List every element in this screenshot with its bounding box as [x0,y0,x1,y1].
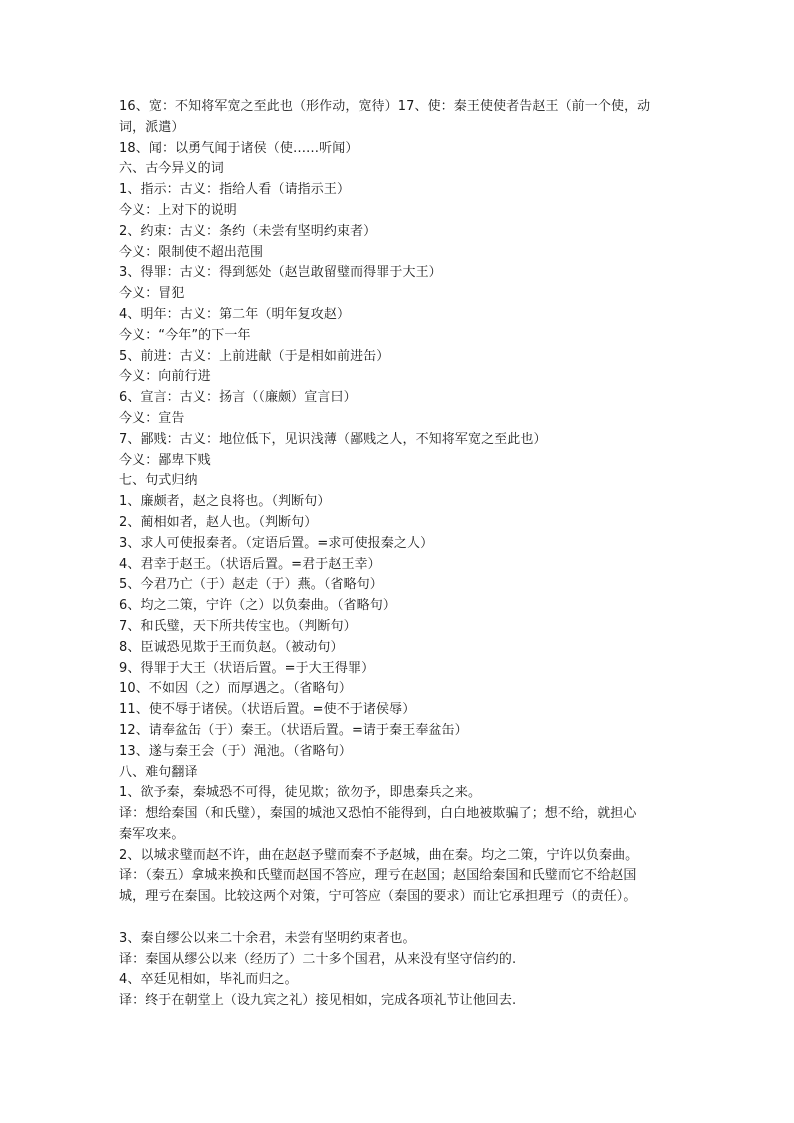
text-line: 译：（秦五）拿城来换和氏璧而赵国不答应，理亏在赵国；赵国给秦国和氏璧而它不给赵国 [119,868,637,884]
text-line: 4、君幸于赵王。（状语后置。=君于赵王幸） [119,556,381,572]
text-line: 4、卒廷见相如，毕礼而归之。 [119,972,298,988]
text-line: 5、今君乃亡（于）赵走（于）燕。（省略句） [119,577,383,593]
text-line: 7、鄙贱：古义：地位低下，见识浅薄（鄙贱之人，不知将军宽之至此也） [119,431,547,447]
text-line: 8、臣诚恐见欺于王而负赵。（被动句） [119,639,344,655]
text-line: 今义：宣告 [119,410,185,426]
text-line: 18、闻：以勇气闻于诸侯（使……听闻） [119,140,359,156]
text-line: 16、宽：不知将军宽之至此也（形作动，宽待）17、使：秦王使使者告赵王（前一个使，动 [119,99,651,114]
text-line: 3、求人可使报秦者。（定语后置。=求可使报秦之人） [119,535,434,551]
text-line: 1、指示：古义：指给人看（请指示王） [119,182,351,198]
text-line: 今义：冒犯 [119,286,185,302]
text-line: 6、均之二策，宁许（之）以负秦曲。（省略句） [119,598,396,614]
text-line: 2、蔺相如者，赵人也。（判断句） [119,514,318,530]
text-line: 11、使不辱于诸侯。（状语后置。=使不于诸侯辱） [119,702,416,718]
text-line: 今义：鄙卑下贱 [119,452,211,468]
text-line: 2、约束：古义：条约（未尝有坚明约束者） [119,223,377,239]
text-line: 3、得罪：古义：得到惩处（赵岂敢留璧而得罪于大王） [119,265,442,281]
text-line: 5、前进：古义：上前进献（于是相如前进缶） [119,348,390,364]
text-line: 10、不如因（之）而厚遇之。（省略句） [119,681,352,697]
text-line: 1、欲予秦，秦城恐不可得，徒见欺；欲勿予，即患秦兵之来。 [119,785,482,801]
section-heading: 七、句式归纳 [119,473,198,489]
text-line: 12、请奉盆缶（于）秦王。（状语后置。=请于秦王奉盆缶） [119,722,468,738]
blank-line [119,908,679,929]
text-line: 13、遂与秦王会（于）渑池。（省略句） [119,743,352,759]
text-line: 今义：向前行进 [119,369,211,385]
text-line: 9、得罪于大王（状语后置。=于大王得罪） [119,660,375,676]
text-line: 译：想给秦国（和氏璧），秦国的城池又恐怕不能得到，白白地被欺骗了；想不给，就担心 [119,806,637,822]
text-line: 7、和氏璧，天下所共传宝也。（判断句） [119,618,357,634]
text-line: 译：秦国从缪公以来（经历了）二十多个国君，从来没有坚守信约的. [119,951,517,967]
text-line: 4、明年：古义：第二年（明年复攻赵） [119,306,351,322]
text-line: 秦军攻来。 [119,826,185,842]
section-heading: 八、难句翻译 [119,764,198,780]
text-line: 6、宣言：古义：扬言（（廉颇）宣言曰） [119,390,357,406]
text-line: 译：终于在朝堂上（设九宾之礼）接见相如，完成各项礼节让他回去. [119,993,517,1009]
text-line: 词，派遣） [119,119,185,135]
text-line: 1、廉颇者，赵之良将也。（判断句） [119,494,331,510]
text-line: 今义：上对下的说明 [119,202,237,218]
section-heading: 六、古今异义的词 [119,161,224,177]
text-line: 城，理亏在秦国。比较这两个对策，宁可答应（秦国的要求）而让它承担理亏（的责任）。 [119,889,637,905]
text-line: 2、以城求璧而赵不许，曲在赵赵予璧而秦不予赵城，曲在秦。均之二策，宁许以负秦曲。 [119,847,639,863]
document-body [119,97,679,1012]
text-line: 今义：“今年”的下一年 [119,327,251,343]
text-line: 今义：限制使不超出范围 [119,244,264,260]
text-line: 3、秦自缪公以来二十余君，未尝有坚明约束者也。 [119,930,416,946]
